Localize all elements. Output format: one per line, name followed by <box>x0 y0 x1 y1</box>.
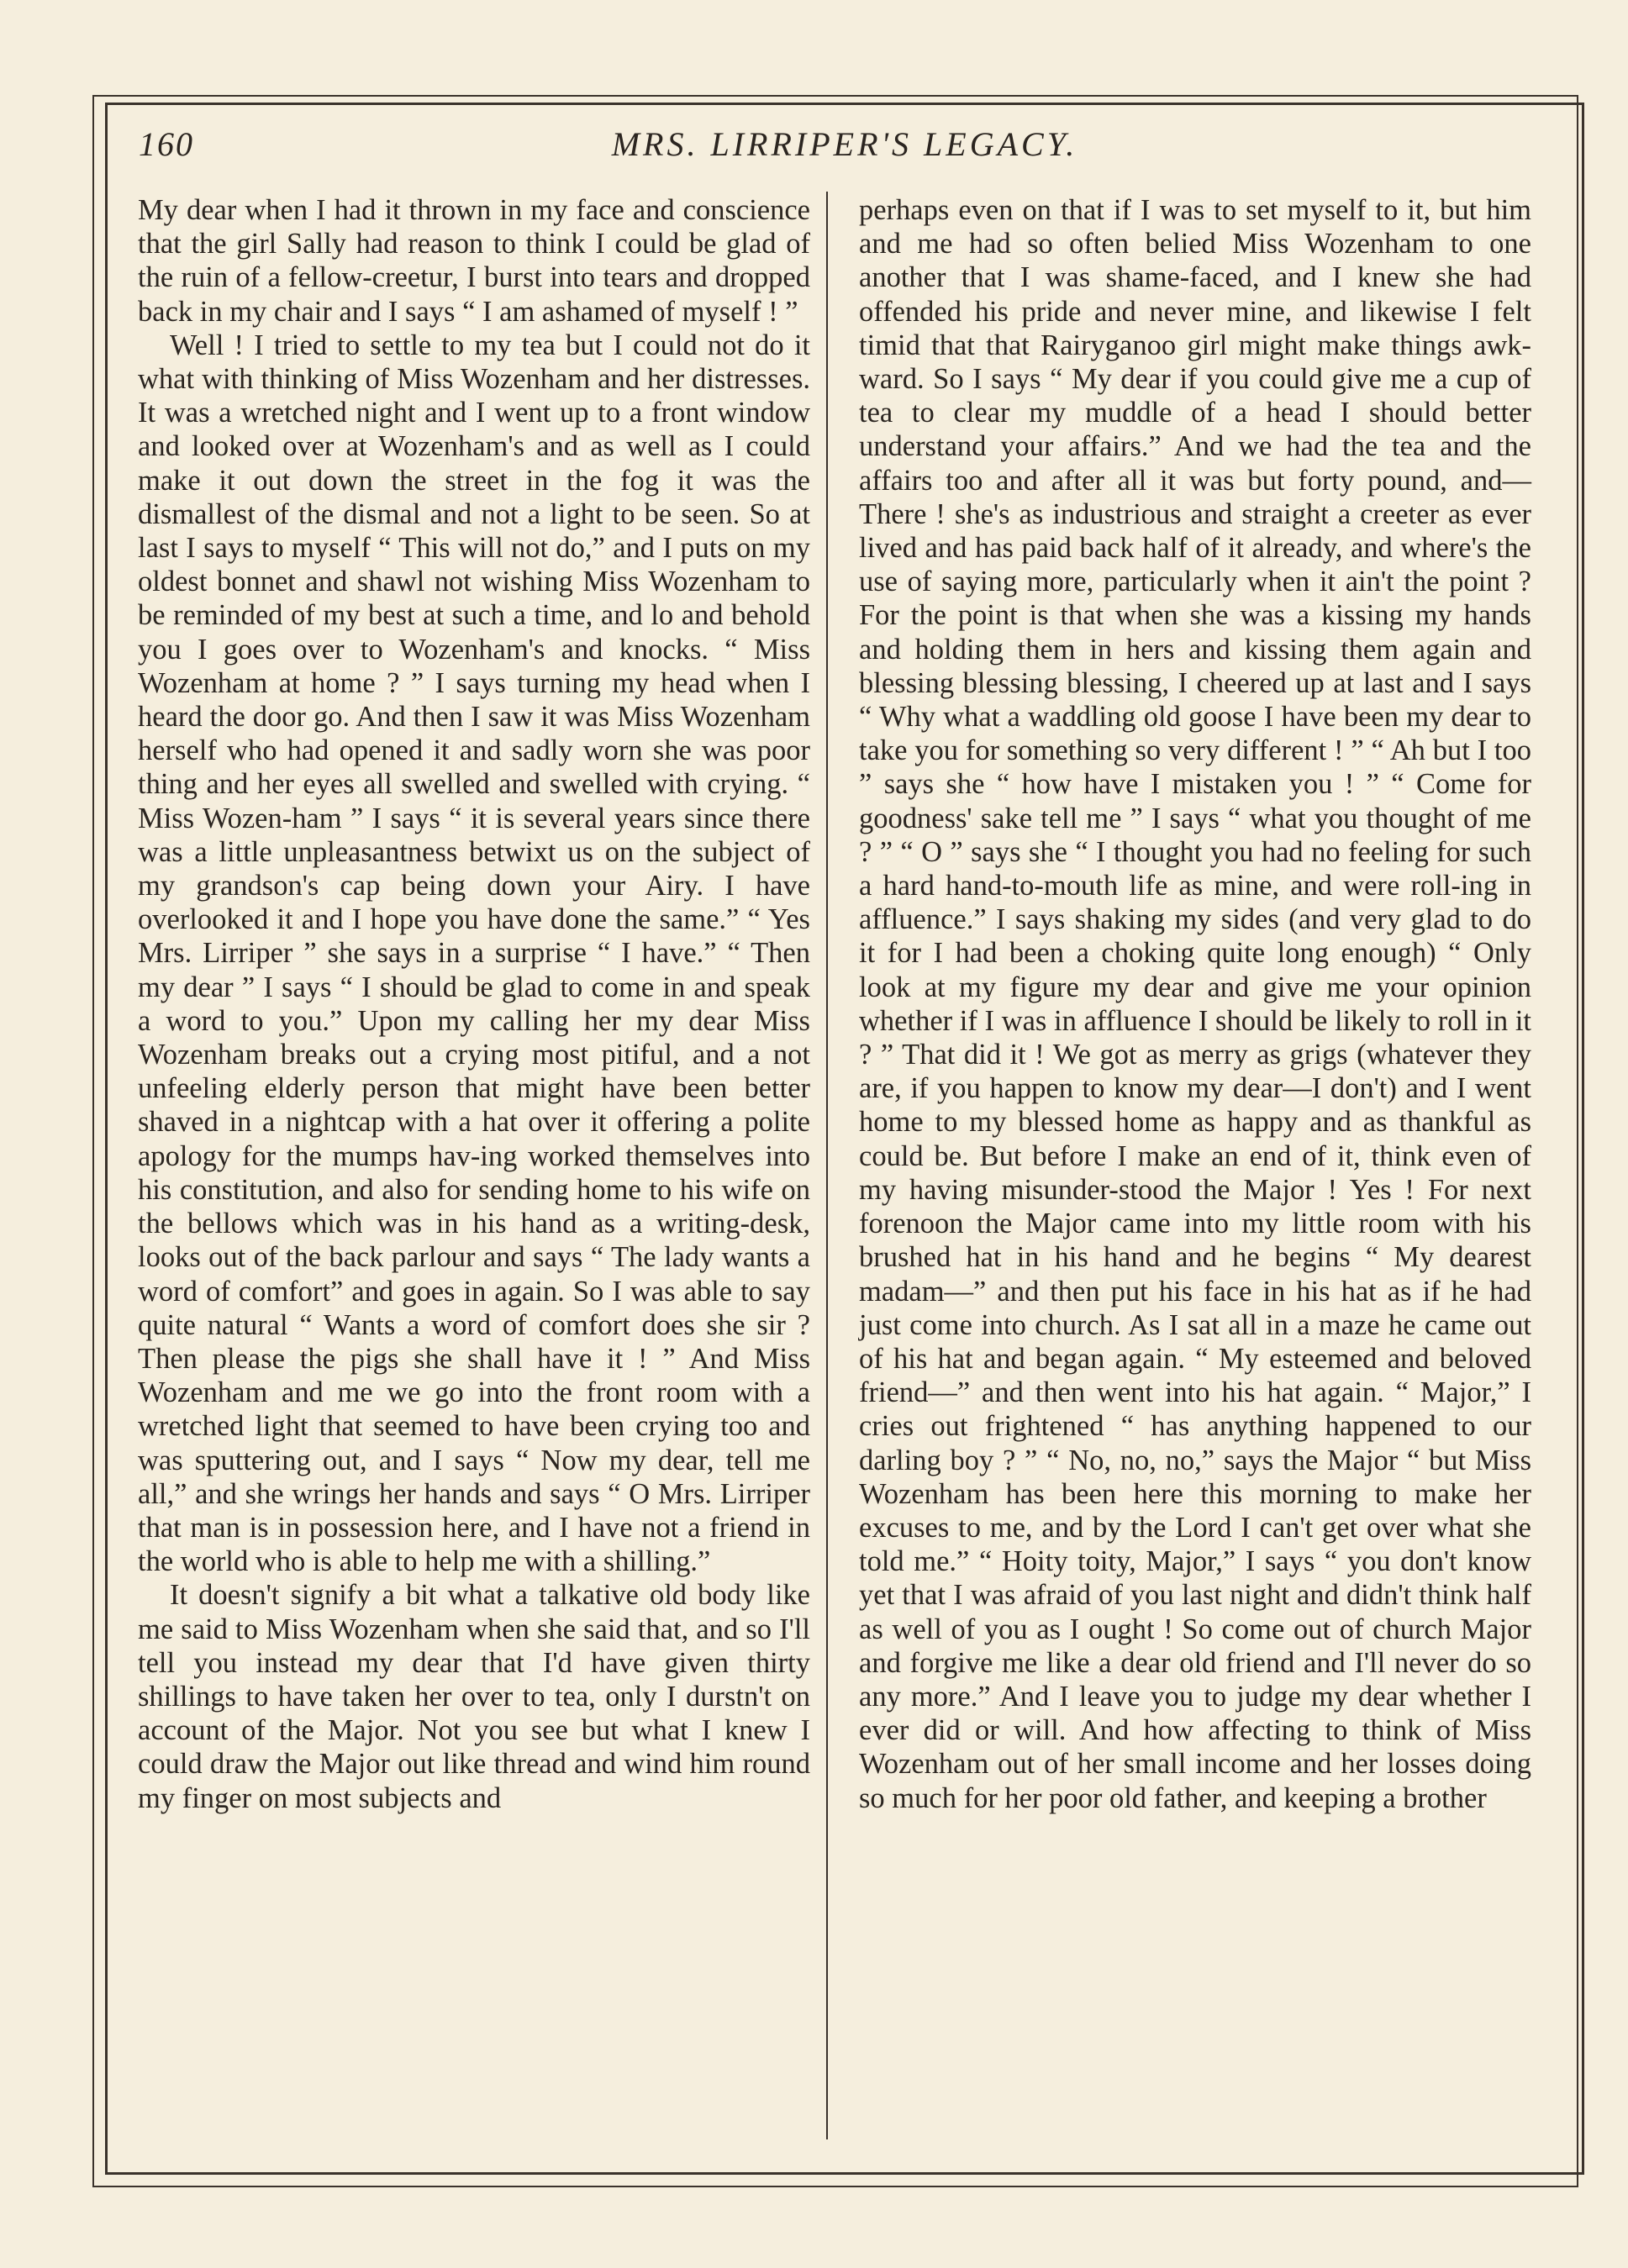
left-paragraph-3: It doesn't signify a bit what a talkative old body like me said to Miss Wozenham when she said that, and so I'll tell you instead my dear that I'd have given thirty shillings to have taken her over to tea, only I durstn't on account of the Major. Not you see but what I knew I could draw the Major out like thread and wind him round my finger on most subjects and <box>138 1579 810 1814</box>
right-paragraph-1: perhaps even on that if I was to set myself to it, but him and me had so often belied Miss Wozenham to one another that I was shame-faced, and I knew she had offended his pride and never mine, and likewise I felt timid that that Rairyganoo girl might make things awk-ward. So I says “ My dear if you could give me a cup of tea to clear my muddle of a head I should better understand your affairs.” And we had the tea and the affairs too and after all it was but forty pound, and— There ! she's as industrious and straight a creeter as ever lived and has paid back half of it already, and where's the use of saying more, particularly when it ain't the point ? For the point is that when she was a kissing my hands and holding them in hers and kissing them again and blessing blessing blessing, I cheered up at last and I says “ Why what a waddling old goose I have been my dear to take you for something so very different ! ” “ Ah but I too ” says she “ how have I mistaken you ! ” “ Come for goodness' sake tell me ” I says “ what you thought of me ? ” “ O ” says she “ I thought you had no feeling for such a hard hand-to-mouth life as mine, and were roll-ing in affluence.” I says shaking my sides (and very glad to do it for I had been a choking quite long enough) “ Only look at my figure my dear and give me your opinion whether if I was in affluence I should be likely to roll in it ? ” That did it ! We got as merry as grigs (whatever they are, if you happen to know my dear—I don't) and I went home to my blessed home as happy and as thankful as could be. But before I make an end of it, think even of my having misunder-stood the Major ! Yes ! For next forenoon the Major came into my little room with his brushed hat in his hand and he begins “ My dearest madam—” and then put his face in his hat as if he had just come into church. As I sat all in a maze he came out of his hat and began again. “ My esteemed and beloved friend—” and then went into his hat again. “ Major,” I cries out frightened “ has anything happened to our darling boy ? ” “ No, no, no,” says the Major “ but Miss Wozenham has been here this morning to make her excuses to me, and by the Lord I can't get over what she told me.” “ Hoity toity, Major,” I says “ you don't know yet that I was afraid of you last night and didn't think half as well of you as I ought ! So come out of church Major and forgive me like a dear old friend and I'll never do so any more.” And I leave you to judge my dear whether I ever did or will. And how affecting to think of Miss Wozenham out of her small income and her losses doing so much for her poor old father, and keeping a brother <box>859 194 1531 1814</box>
page-header <box>139 124 1551 183</box>
right-column <box>859 193 1531 1815</box>
left-paragraph-2: Well ! I tried to settle to my tea but I could not do it what with thinking of Miss Wozenham and her distresses. It was a wretched night and I went up to a front window and looked over at Wozenham's and as well as I could make it out down the street in the fog it was the dismallest of the dismal and not a light to be seen. So at last I says to myself “ This will not do,” and I puts on my oldest bonnet and shawl not wishing Miss Wozenham to be reminded of my best at such a time, and lo and behold you I goes over to Wozenham's and knocks. “ Miss Wozenham at home ? ” I says turning my head when I heard the door go. And then I saw it was Miss Wozenham herself who had opened it and sadly worn she was poor thing and her eyes all swelled and swelled with crying. “ Miss Wozen-ham ” I says “ it is several years since there was a little unpleasantness betwixt us on the subject of my grandson's cap being down your Airy. I have overlooked it and I hope you have done the same.” “ Yes Mrs. Lirriper ” she says in a surprise “ I have.” “ Then my dear ” I says “ I should be glad to come in and speak a word to you.” Upon my calling her my dear Miss Wozenham breaks out a crying most pitiful, and a not unfeeling elderly person that might have been better shaved in a nightcap with a hat over it offering a polite apology for the mumps hav-ing worked themselves into his constitution, and also for sending home to his wife on the bellows which was in his hand as a writing-desk, looks out of the back parlour and says “ The lady wants a word of comfort” and goes in again. So I was able to say quite natural “ Wants a word of comfort does she sir ? Then please the pigs she shall have it ! ” And Miss Wozenham and me we go into the front room with a wretched light that seemed to have been crying too and was sputtering out, and I says “ Now my dear, tell me all,” and she wrings her hands and says “ O Mrs. Lirriper that man is in possession here, and I have not a friend in the world who is able to help me with a shilling.” <box>138 329 810 1578</box>
running-title: MRS. LIRRIPER'S LEGACY. <box>611 125 1078 163</box>
page-number: 160 <box>139 125 194 163</box>
left-column <box>138 193 810 1815</box>
left-paragraph-1: My dear when I had it thrown in my face and conscience that the girl Sally had reason to think I could be glad of the ruin of a fellow-creetur, I burst into tears and dropped back in my chair and I says “ I am ashamed of myself ! ” <box>138 194 810 328</box>
column-divider <box>826 192 828 2139</box>
